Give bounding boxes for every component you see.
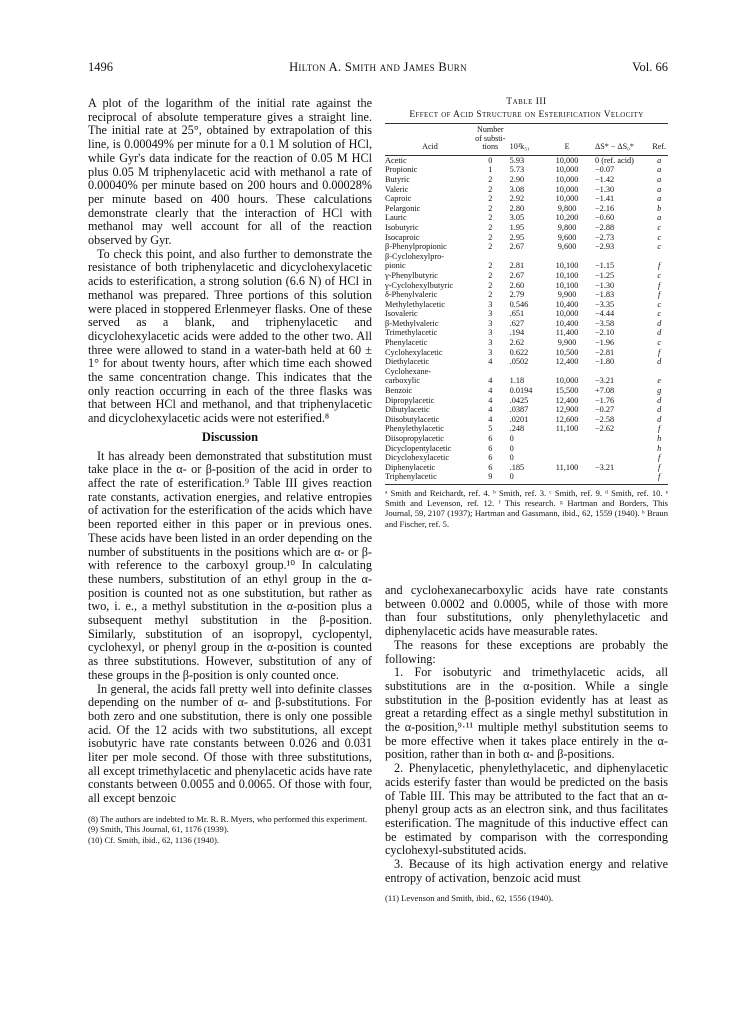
cell-energy: 10,000 [555,184,579,194]
cell-energy: 10,100 [555,270,579,280]
cell-entropy: −0.07 [595,165,615,175]
cell-energy: 10,400 [555,318,579,328]
cell-energy: 10,000 [555,165,579,175]
cell-substitutions: 2 [488,222,493,232]
cell-entropy: −1.80 [595,357,615,367]
cell-substitutions: 2 [488,213,493,223]
cell-substitutions: 0 [488,155,493,165]
cell-energy: 10,500 [555,347,579,357]
cell-ref [650,252,668,262]
cell-energy: 9,900 [557,338,577,348]
cell-energy: 9,900 [557,290,577,300]
cell-acid: Benzoic [385,386,413,396]
cell-acid: Pelargonic [385,203,421,213]
paragraph: 3. Because of its high activation energy and relative entropy of activation, benzoic acid must [385,857,668,885]
table-row [385,261,668,271]
cell-energy: 10,000 [555,174,579,184]
cell-entropy: −1.15 [595,261,615,271]
cell-ref: c [657,222,662,232]
cell-substitutions: 3 [488,299,493,309]
cell-entropy [589,444,650,454]
cell-ref: a [657,213,662,223]
table-row [385,213,668,223]
cell-ref: g [657,386,662,396]
cell-ref: c [657,338,662,348]
cell-rate: 5.93 [509,155,525,165]
table-row [385,405,668,415]
page-number: 1496 [88,60,113,74]
cell-entropy: −3.21 [595,462,615,472]
cell-energy: 9,800 [557,203,577,213]
cell-rate: 0.622 [509,347,529,357]
cell-entropy: −0.60 [595,213,615,223]
cell-substitutions: 2 [488,290,493,300]
left-column [88,97,372,845]
cell-rate: .0387 [509,405,529,415]
cell-acid: Isobutyric [385,222,419,232]
cell-substitutions: 3 [488,338,493,348]
cell-energy [545,472,589,484]
cell-energy: 12,400 [555,357,579,367]
cell-rate: .248 [509,424,525,434]
cell-ref: b [657,203,662,213]
table-row [385,348,668,358]
cell-acid: γ-Cyclohexylbutyric [385,280,454,290]
table-row [385,415,668,425]
cell-ref: d [657,414,662,424]
cell-rate: 5.73 [509,165,525,175]
cell-rate: 2.62 [509,338,525,348]
cell-ref: f [658,462,661,472]
cell-substitutions: 2 [488,242,493,252]
cell-energy: 9,800 [557,222,577,232]
cell-acid: Butyric [385,174,410,184]
paragraph: In general, the acids fall pretty well into definite classes depending on the number of α- and β-substitutions. For both zero and one substitution, there is only one possible acid. Of the 12 acids with two substitutions, all except isobutyric have rate constants between 0.026 and 0.031 liter per mole second. Of those with three substitutions, all except trimethylacetic and phenylacetic acids have rate constants between 0.0055 and 0.0065. Of those with four, all except benzoic [88,681,372,806]
cell-substitutions [475,252,506,262]
table-row [385,357,668,367]
cell-entropy: −3.35 [595,299,615,309]
col-header-entropy: ΔS* − ΔS₀* [589,124,650,156]
cell-rate: 2.81 [509,261,525,271]
table-row [385,242,668,252]
cell-energy: 11,400 [555,328,579,338]
table-row [385,300,668,310]
cell-energy: 15,500 [555,386,579,396]
cell-acid: Dibutylacetic [385,405,430,415]
table-row [385,175,668,185]
table-row [385,155,668,165]
cell-ref: a [657,155,662,165]
paragraph: It has already been demonstrated that substitution must take place in the α- or β-position of the acid in order to affect the rate of esterification.⁹ Table III gives reaction rate constants, activation energies, and relative entropies of activation for the esterification of the acids which have been reported either in this paper or in previous ones. These acids have been listed in an order depending on the number of substituents in the positions which are α- or β- with reference to the carboxyl group.¹⁰ In calculating these numbers, substitution of an ethyl group in the α-position is counted not as one substitution, but rather as two, i. e., a methyl substitution in the α-position plus a subsequent methyl substitution in the β-position. Similarly, substitution of an isopropyl, cyclopentyl, cyclohexyl, or phenyl group in the α-position is counted as three substitutions. However, substitution of any of these groups in the β-position is only counted once. [88,448,372,682]
cell-entropy: −4.44 [595,309,615,319]
cell-substitutions: 4 [488,357,493,367]
cell-energy [545,252,589,262]
cell-entropy: −2.81 [595,347,615,357]
cell-substitutions: 2 [488,194,493,204]
cell-rate: 0 [509,434,514,443]
cell-ref: f [658,424,661,434]
cell-acid: Triphenylacetic [385,472,475,484]
cell-substitutions: 4 [488,414,493,424]
table-row [385,185,668,195]
volume-label: Vol. 66 [632,60,668,74]
cell-substitutions: 6 [488,443,493,453]
cell-substitutions: 6 [488,434,493,443]
table-iii-block [385,97,668,529]
cell-substitutions: 2 [488,232,493,242]
cell-ref: f [658,261,661,271]
paragraph: 2. Phenylacetic, phenylethylacetic, and diphenylacetic acids esterify faster than would be predicted on the basis of Table III. This may be attributed to the fact that an α-phenyl group acts as an electron sink, and thus facilitates esterification. The magnitude of this inductive effect can be estimated by comparison with the corresponding cyclohexyl-substituted acids. [385,761,668,858]
cell-ref: c [657,232,662,242]
cell-entropy: +7.08 [595,386,615,396]
cell-substitutions: 4 [488,386,493,396]
rate-table [385,123,668,485]
cell-acid: β-Phenylpropionic [385,242,447,252]
cell-entropy [589,434,650,444]
cell-rate [506,367,545,377]
cell-energy: 10,200 [555,213,579,223]
cell-ref: h [657,443,662,453]
table-row [385,376,668,386]
cell-energy: 9,600 [557,232,577,242]
cell-substitutions: 6 [488,453,493,463]
cell-rate: 2.79 [509,290,525,300]
cell-substitutions: 2 [488,270,493,280]
table-row [385,233,668,243]
cell-rate: 2.92 [509,194,525,204]
footnote: (8) The authors are indebted to Mr. R. R. Myers, who performed this experiment. [88,813,368,824]
table-row [385,338,668,348]
cell-ref: a [657,194,662,204]
table-footnotes: ᵃ Smith and Reichardt, ref. 4. ᵇ Smith, ref. 3. ᶜ Smith, ref. 9. ᵈ Smith, ref. 10. ᵉ Smith and Levenson, ref. 12. ᶠ This research. ᵍ Hartman and Borders, This Journal, 59, 2107 (1937); Hartman and Gassmann, ibid., 62, 1559 (1940). ʰ Braun and Fischer, ref. 5. [385,487,668,529]
cell-energy: 11,100 [555,424,579,434]
running-header [88,60,668,78]
cell-energy: 12,600 [555,414,579,424]
cell-entropy: −2.93 [595,242,615,252]
table-title: Effect of Acid Structure on Esterification Velocity [409,110,644,120]
cell-ref: h [657,434,662,443]
cell-substitutions: 2 [488,261,493,271]
cell-ref: a [657,184,662,194]
table-row [385,252,668,262]
cell-acid: Cyclohexylacetic [385,347,443,357]
cell-entropy: −2.62 [595,424,615,434]
table-row [385,463,668,473]
cell-ref: f [658,453,661,463]
table-body [385,155,668,484]
table-number: Table III [506,97,547,107]
cell-ref: d [657,405,662,415]
cell-substitutions: 5 [488,424,493,434]
cell-entropy: −2.73 [595,232,615,242]
cell-energy: 10,000 [555,155,579,165]
cell-energy [545,444,589,454]
col-header-ref: Ref. [650,124,668,156]
cell-entropy: −1.96 [595,338,615,348]
table-row [385,424,668,434]
cell-acid: Diisopropylacetic [385,434,444,443]
cell-energy: 9,600 [557,242,577,252]
table-row [385,204,668,214]
footnote: (9) Smith, This Journal, 61, 1176 (1939). [88,824,229,835]
cell-substitutions: 1 [488,165,493,175]
cell-ref: d [657,318,662,328]
cell-substitutions: 4 [488,395,493,405]
cell-rate: .0502 [509,357,529,367]
col-header-acid: Acid [385,124,475,156]
cell-entropy: 0 (ref. acid) [595,155,634,165]
cell-rate: 2.95 [509,232,525,242]
table-row [385,367,668,377]
cell-energy: 12,400 [555,395,579,405]
section-title-discussion: Discussion [201,429,259,444]
cell-acid: Methylethylacetic [385,299,445,309]
cell-acid: Cyclohexane- [385,366,432,376]
cell-entropy [589,453,650,463]
cell-acid: Propionic [385,165,418,175]
cell-energy: 10,100 [555,261,579,271]
table-row [385,271,668,281]
cell-acid: Dipropylacetic [385,395,435,405]
cell-ref: c [657,299,662,309]
running-authors: Hilton A. Smith and James Burn [289,60,467,74]
cell-rate: .651 [509,309,525,319]
cell-substitutions: 4 [488,405,493,415]
cell-acid: carboxylic [385,376,421,386]
cell-ref: f [658,290,661,300]
cell-substitutions: 2 [488,174,493,184]
right-footnotes [385,893,668,904]
cell-entropy: −2.88 [595,222,615,232]
footnote: (10) Cf. Smith, ibid., 62, 1136 (1940). [88,834,219,845]
table-row [385,194,668,204]
table-row [385,444,668,454]
cell-energy: 10,000 [555,194,579,204]
cell-ref: f [658,280,661,290]
cell-ref: c [657,309,662,319]
col-header-rate: 10³k₅₁ [506,124,545,156]
cell-acid: Diethylacetic [385,357,430,367]
cell-energy [545,434,589,444]
table-row [385,165,668,175]
cell-energy: 10,400 [555,299,579,309]
table-row [385,290,668,300]
cell-entropy [589,367,650,377]
cell-energy: 10,100 [555,280,579,290]
cell-rate: 0 [509,443,514,453]
left-footnotes [88,814,372,846]
cell-rate: 2.67 [509,270,525,280]
cell-rate: 2.67 [509,242,525,252]
cell-energy: 10,000 [555,376,579,386]
cell-substitutions: 3 [488,347,493,357]
cell-substitutions: 2 [488,184,493,194]
cell-entropy: −1.25 [595,270,615,280]
cell-rate: 0 [506,472,545,484]
cell-rate: .0201 [509,414,529,424]
cell-ref: e [657,376,662,386]
cell-acid: β-Cyclohexylpro- [385,251,445,261]
cell-acid: Caproic [385,194,412,204]
cell-rate: 2.80 [509,203,525,213]
cell-rate: .627 [509,318,525,328]
table-row [385,281,668,291]
cell-acid: β-Methylvaleric [385,318,439,328]
cell-ref: f [650,472,668,484]
cell-entropy: −1.41 [595,194,615,204]
col-header-substitutions: Number of substi- tions [475,124,506,156]
cell-acid: Trimethylacetic [385,328,438,338]
cell-substitutions: 4 [488,376,493,386]
table-row [385,223,668,233]
cell-rate: 2.60 [509,280,525,290]
cell-rate: 1.18 [509,376,525,386]
cell-rate: 3.05 [509,213,525,223]
cell-rate: 0.0194 [509,386,533,396]
paragraph: 1. For isobutyric and trimethylacetic acids, all substitutions are in the α-position. While a single substitution in the β-position evidently has at least as great a retarding effect as a single methyl substitution in the α-position,⁹·¹¹ multiple methyl substitution seems to be more effective when it takes place entirely in the α-position, rather than in both α- and β-positions. [385,665,668,762]
cell-rate: .194 [509,328,525,338]
cell-ref: a [657,174,662,184]
cell-ref: d [657,357,662,367]
cell-rate: 0.546 [509,299,529,309]
cell-rate: .0425 [509,395,529,405]
cell-entropy: −1.76 [595,395,615,405]
paragraph: To check this point, and also further to demonstrate the resistance of both triphenylacetic and dicyclohexylacetic acids to esterification, a strong solution (6.6 N) of HCl in methanol was prepared. Three portions of this solution were placed in stoppered Erlenmeyer flasks. One of these served as a blank, and triphenylacetic and dicyclohexylacetic acids were added to the other two. All three were allowed to stand in a water-bath held at 60 ± 1° for about twenty hours, after which time each showed the same concentration change. This indicates that the only reaction occurring in each of the three flasks was that between HCl and methanol, and that triphenylacetic and dicyclohexylacetic acids were not esterified.⁸ [88,246,372,426]
cell-ref: c [657,242,662,252]
cell-energy: 10,000 [555,309,579,319]
table-row [385,453,668,463]
cell-acid: Valeric [385,184,409,194]
cell-acid: Dicyclohexylacetic [385,453,450,463]
cell-acid: Isovaleric [385,309,418,319]
table-row [385,319,668,329]
cell-acid: Dicyclopentylacetic [385,443,452,453]
cell-entropy: −1.42 [595,174,615,184]
cell-substitutions: 2 [488,280,493,290]
cell-rate: 2.90 [509,174,525,184]
cell-acid: Lauric [385,213,407,223]
cell-entropy: −3.21 [595,376,615,386]
cell-ref: c [657,270,662,280]
cell-rate: 3.08 [509,184,525,194]
cell-entropy: −0.27 [595,405,615,415]
cell-rate: .185 [509,462,525,472]
cell-acid: Acetic [385,155,407,165]
cell-entropy: −1.30 [595,184,615,194]
table-row [385,309,668,319]
cell-energy [545,367,589,377]
cell-entropy [589,472,650,484]
cell-ref: d [657,328,662,338]
table-row [385,386,668,396]
cell-acid: γ-Phenylbutyric [385,270,438,280]
cell-rate [506,252,545,262]
cell-entropy: −2.10 [595,328,615,338]
cell-energy: 11,100 [555,462,579,472]
cell-ref: a [657,165,662,175]
table-row [385,434,668,444]
cell-substitutions [475,367,506,377]
cell-entropy: −2.58 [595,414,615,424]
cell-rate: 0 [509,453,514,463]
table-row [385,328,668,338]
cell-ref: f [658,347,661,357]
cell-ref: d [657,395,662,405]
cell-entropy: −3.58 [595,318,615,328]
cell-substitutions: 3 [488,328,493,338]
cell-acid: Phenylacetic [385,338,428,348]
cell-rate: 1.95 [509,222,525,232]
cell-substitutions: 3 [488,309,493,319]
cell-entropy [589,252,650,262]
cell-acid: Diphenylacetic [385,462,436,472]
table-row [385,396,668,406]
cell-entropy: −1.83 [595,290,615,300]
cell-acid: Isocaproic [385,232,420,242]
cell-acid: Diisobutylacetic [385,414,440,424]
cell-acid: pionic [385,261,406,271]
cell-substitutions: 9 [475,472,506,484]
cell-entropy: −2.16 [595,203,615,213]
footnote: (11) Levenson and Smith, ibid., 62, 1556 (1940). [385,893,554,904]
cell-entropy: −1.30 [595,280,615,290]
cell-energy: 12,900 [555,405,579,415]
cell-substitutions: 2 [488,203,493,213]
cell-energy [545,453,589,463]
cell-acid: δ-Phenylvaleric [385,290,438,300]
cell-ref [650,367,668,377]
cell-substitutions: 6 [488,462,493,472]
paragraph: A plot of the logarithm of the initial rate against the reciprocal of absolute temperature gives a straight line. The initial rate at 25°, obtained by extrapolation of this line, is 0.00049% per minute for a 0.1 M solution of HCl, while Gyr's data indicate for the reaction of 0.05 M HCl plus 0.05 M triphenylacetic acid with methanol a rate of 0.00040% per minute based on 200 hours and 0.00028% per minute based on 400 hours. These calculations demonstrate clearly that the interaction of HCl with methanol may well account for all of the reaction observed by Gyr. [88,96,372,248]
cell-acid: Phenylethylacetic [385,424,444,434]
col-header-energy: E [545,124,589,156]
paragraph: and cyclohexanecarboxylic acids have rate constants between 0.0002 and 0.0005, while of those with more than four substitutions, only phenylethylacetic and diphenylacetic acids have measurable rates. [385,583,668,639]
cell-substitutions: 3 [488,318,493,328]
paragraph: The reasons for these exceptions are probably the following: [385,637,668,666]
right-column [385,584,668,904]
table-row [385,472,668,484]
